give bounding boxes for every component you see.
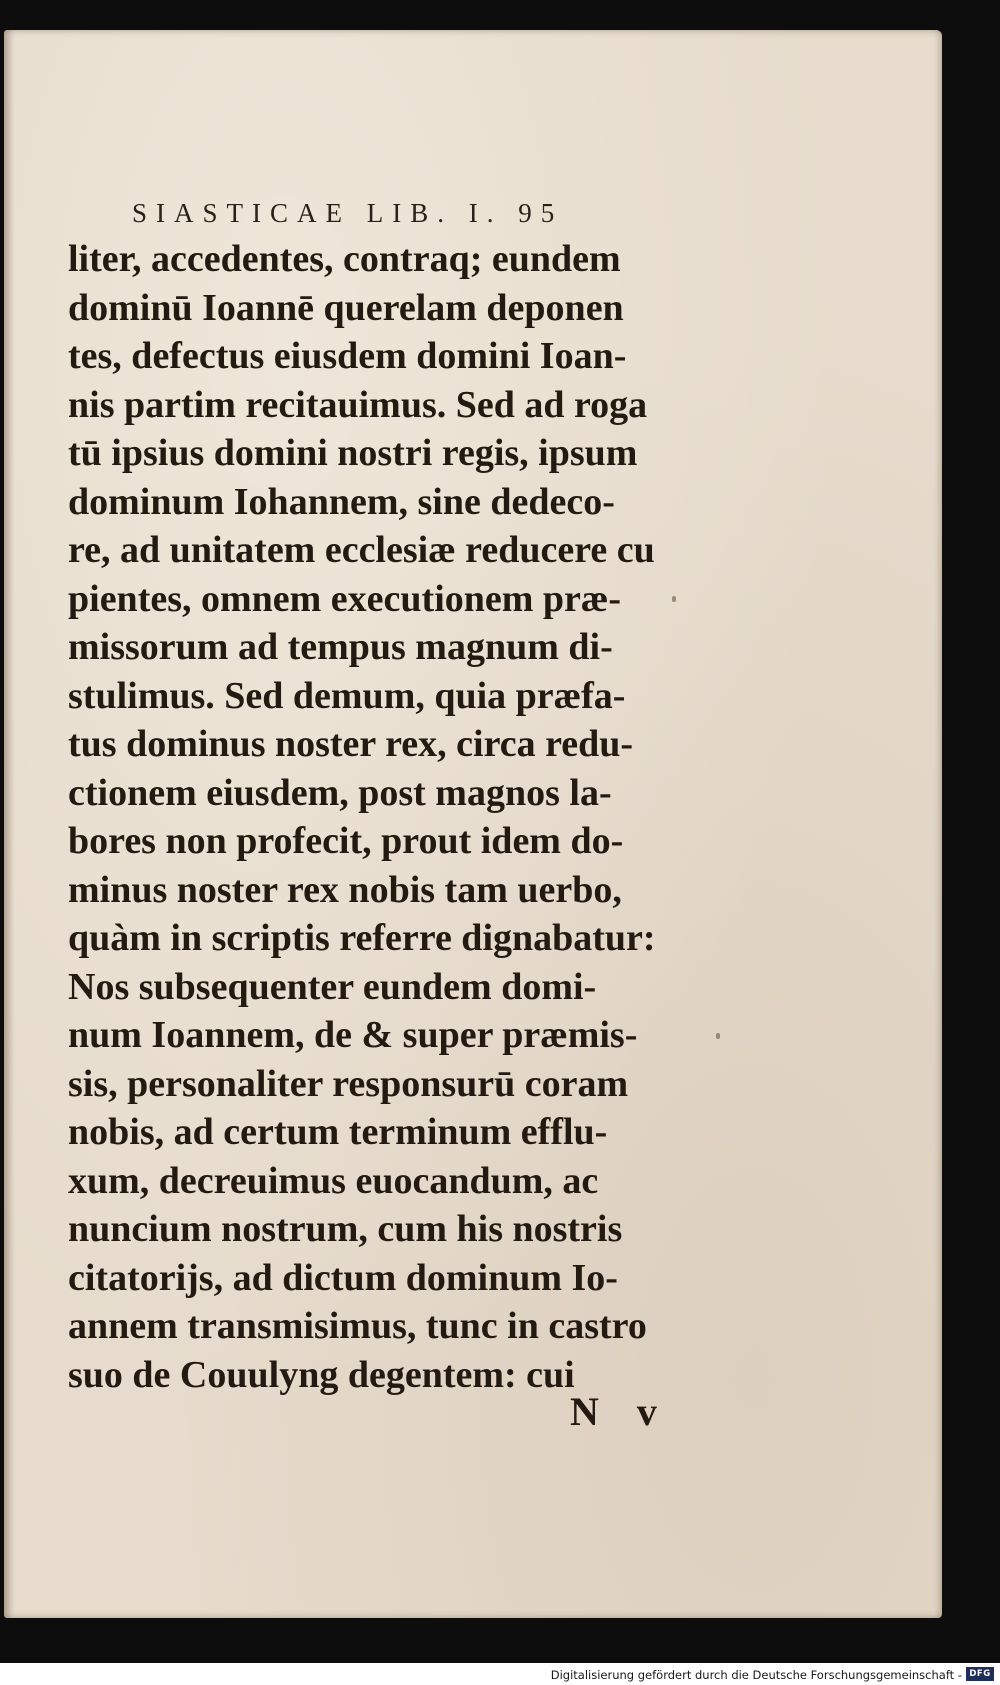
- footer-bar: [0, 1663, 1000, 1685]
- text-line: suo de Couulyng degentem: cui: [68, 1353, 575, 1396]
- text-line: tus dominus noster rex, circa redu-: [68, 723, 634, 765]
- dfg-logo-icon: DFG: [966, 1667, 994, 1681]
- text-line: liter, accedentes, contraq; eundem: [68, 238, 621, 280]
- text-line: missorum ad tempus magnum di-: [68, 626, 613, 668]
- running-head: SIASTICAE LIB. I. 95: [132, 198, 564, 228]
- text-line: nuncium nostrum, cum his nostris: [68, 1208, 623, 1250]
- text-line: quàm in scriptis referre dignabatur:: [68, 917, 656, 959]
- signature-mark: N v: [570, 1389, 671, 1434]
- page-gutter-shadow: [4, 30, 14, 1618]
- digitization-credit: Digitalisierung gefördert durch die Deutsche Forschungsgemeinschaft -: [550, 1668, 962, 1682]
- book-page: [4, 30, 942, 1618]
- text-line: ctionem eiusdem, post magnos la-: [68, 771, 612, 814]
- text-line: Nos subsequenter eundem domi-: [68, 965, 597, 1008]
- text-line: nobis, ad certum terminum efflu-: [68, 1111, 608, 1153]
- text-line: stulimus. Sed demum, quia præfa-: [68, 674, 626, 717]
- text-line: re, ad unitatem ecclesiæ reducere cu: [68, 529, 655, 571]
- text-line: minus noster rex nobis tam uerbo,: [68, 868, 622, 911]
- text-line: tes, defectus eiusdem domini Ioan-: [68, 335, 627, 377]
- ink-speck: [672, 596, 676, 602]
- text-line: bores non profecit, prout idem do-: [68, 820, 624, 862]
- text-line: tū ipsius domini nostri regis, ipsum: [68, 432, 638, 474]
- ink-speck: [716, 1033, 720, 1039]
- text-line: pientes, omnem executionem præ-: [68, 577, 622, 620]
- text-line: nis partim recitauimus. Sed ad roga: [68, 383, 648, 426]
- text-line: num Ioannem, de & super præmis-: [68, 1014, 638, 1056]
- text-line: dominum Iohannem, sine dedeco-: [68, 480, 615, 523]
- text-line: annem transmisimus, tunc in castro: [68, 1305, 647, 1347]
- text-line: sis, personaliter responsurū coram: [68, 1062, 629, 1105]
- text-line: citatorijs, ad dictum dominum Io-: [68, 1256, 618, 1299]
- text-line: dominū Ioannē querelam deponen: [68, 286, 624, 329]
- body-text: [68, 235, 708, 1399]
- text-line: xum, decreuimus euocandum, ac: [68, 1159, 599, 1202]
